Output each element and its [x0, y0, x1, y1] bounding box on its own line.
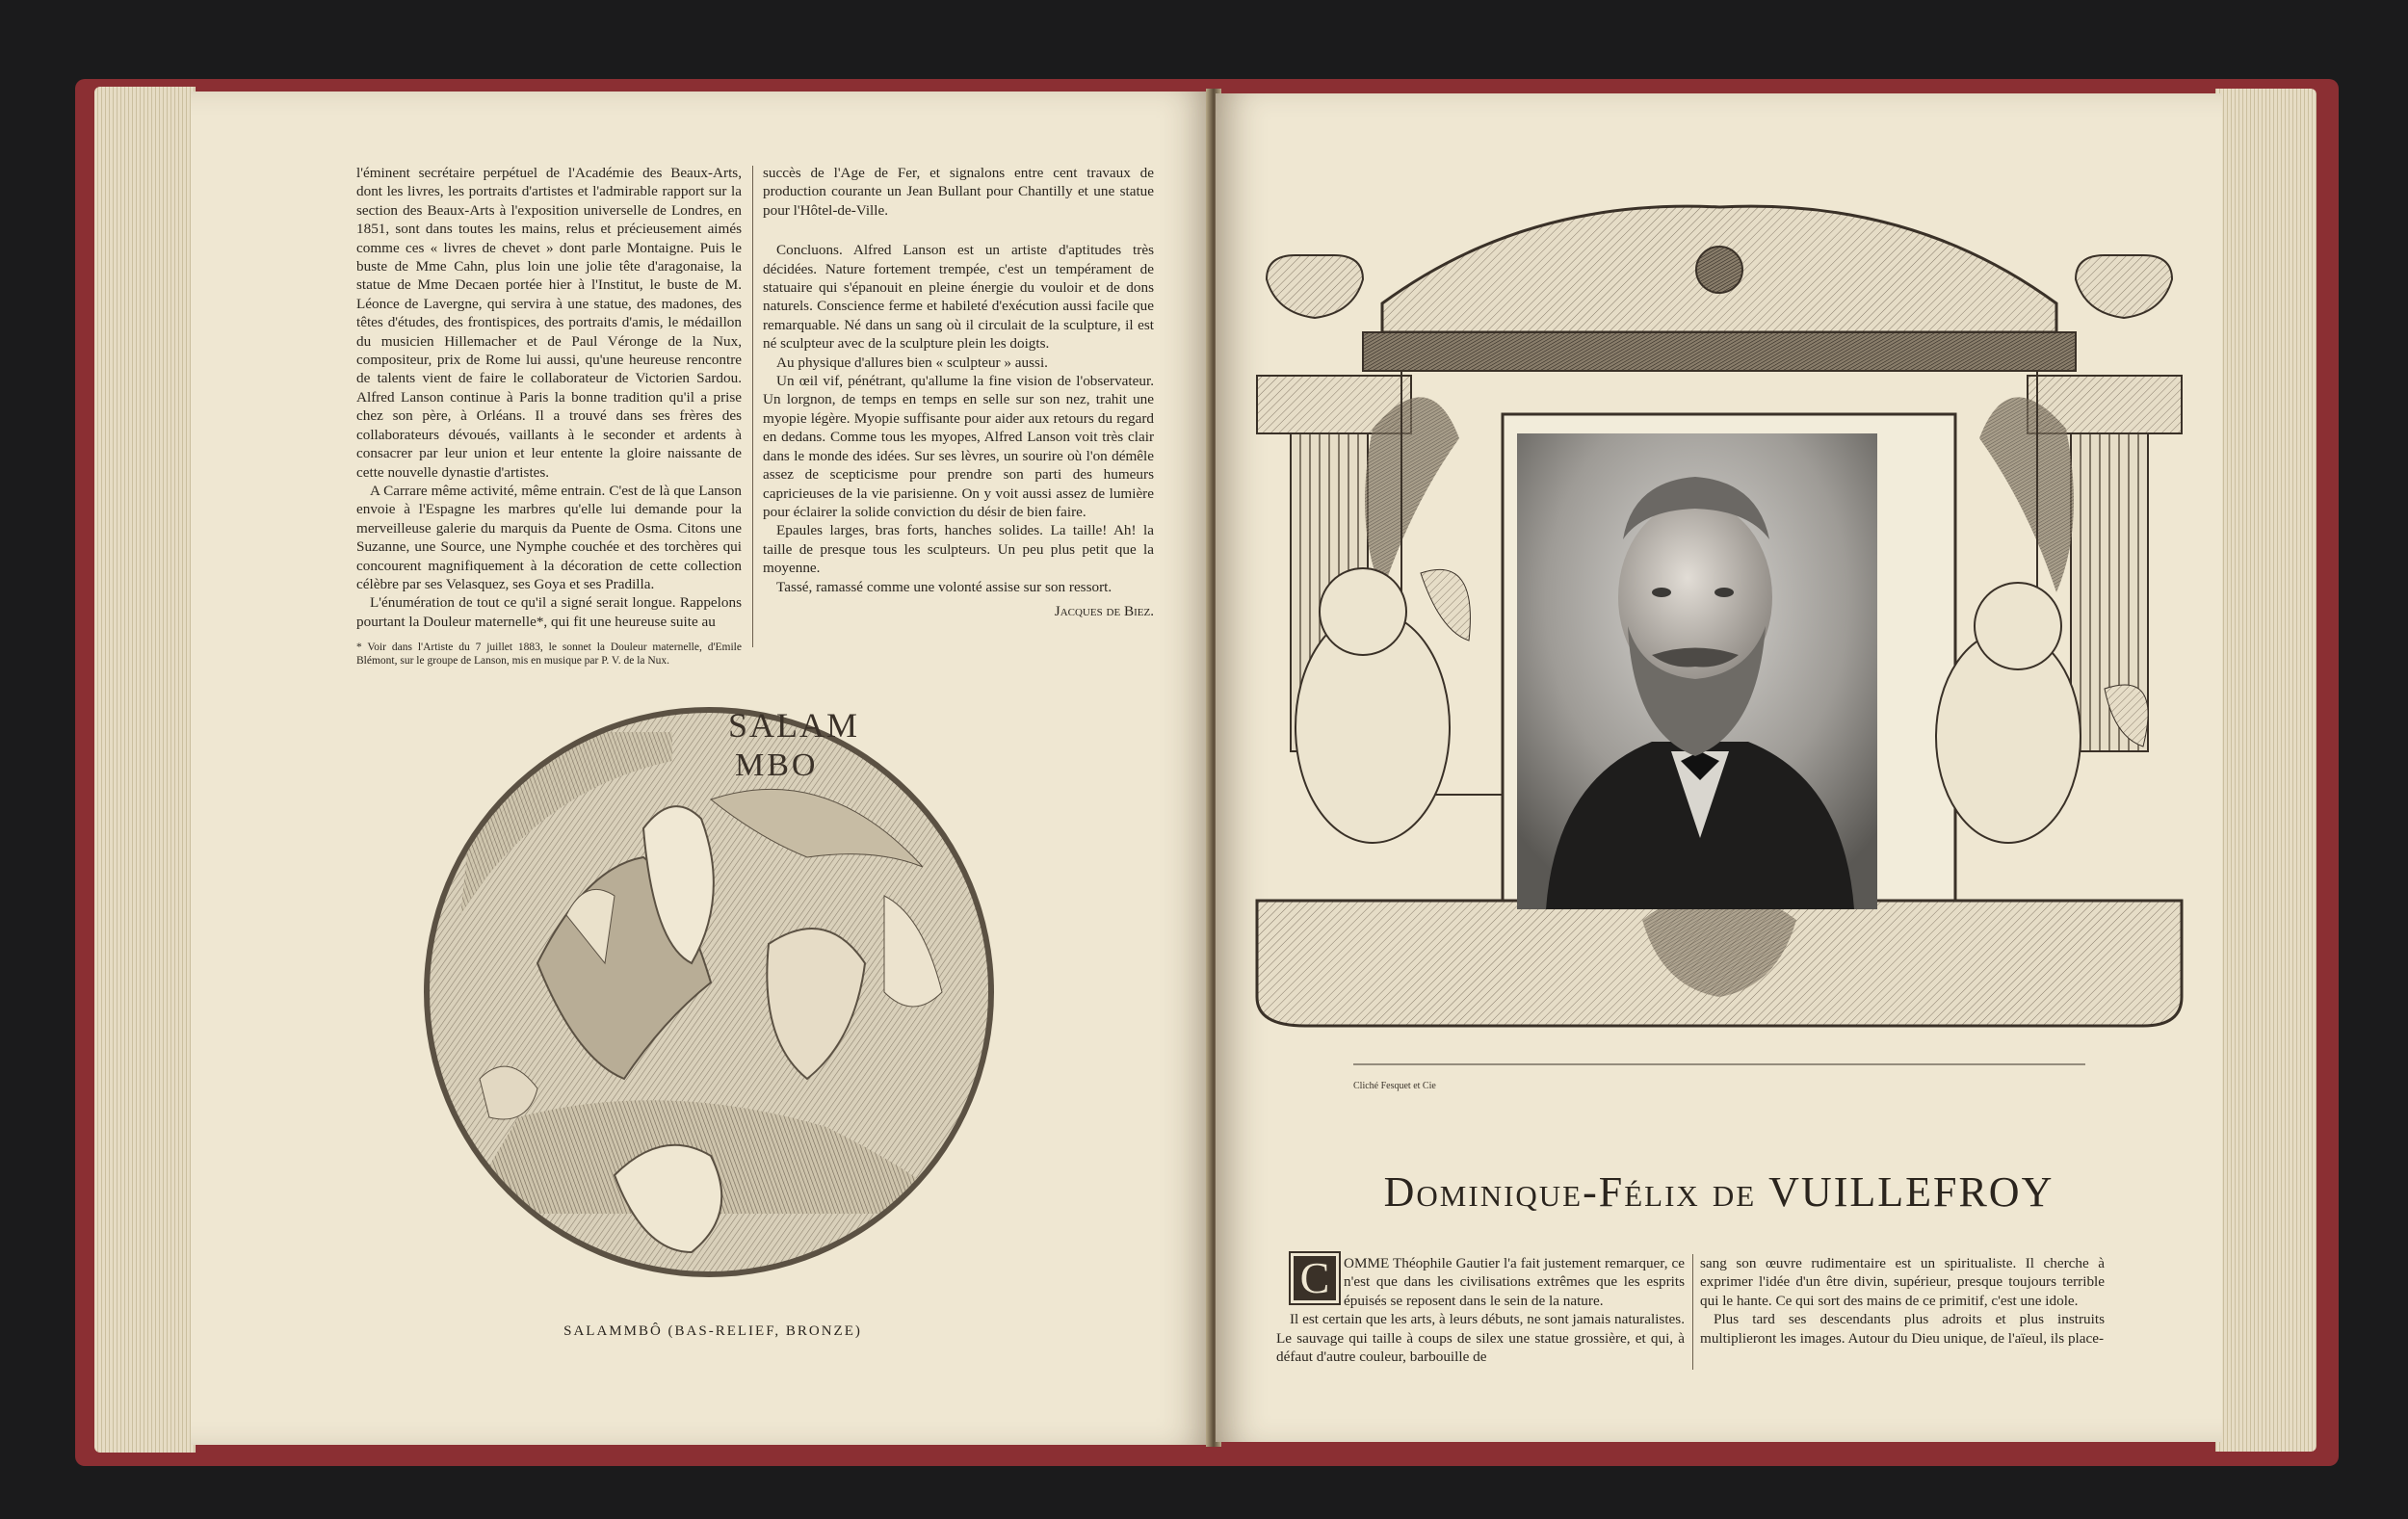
paragraph: Au physique d'allures bien « sculpteur » aussi.: [776, 354, 1048, 371]
drop-cap-initial: C: [1289, 1251, 1341, 1305]
salammbo-medallion-engraving: [422, 674, 996, 1300]
right-page-edges: [2215, 89, 2316, 1452]
title-name: Dominique-Félix de: [1383, 1168, 1769, 1216]
paragraph: Un œil vif, pénétrant, qu'allume la fine vision de l'observateur. Un lorgnon, de temps en temps en selle sur son nez, trahit une myopie légère. Myopie suffisante pour aider aux retours du regard en dedans. Comme tous les myopes, Alfred Lanson voit très clair dans le monde des idées. Sur ses lèvres, un sourire où l'on démêle assez de scepticisme pour prendre son parti des humeurs capricieuses de la vie parisienne. On y voit aussi assez de lumière pour éclairer la solide conviction du désir de bien faire.: [763, 373, 1154, 520]
paragraph: Il est certain que les arts, à leurs débuts, ne sont jamais naturalistes. Le sauvage qui taille à coups de silex une statue grossière, et qui, à défaut d'autre couleur, barbouille de: [1276, 1311, 1685, 1366]
left-column-2: [763, 164, 1154, 620]
medallion-inscription-line-1: SALAM: [728, 706, 860, 745]
portrait-photograph: [1517, 433, 1877, 909]
photo-credit: Cliché Fesquet et Cie: [1353, 1081, 1436, 1091]
author-signature: Jacques de Biez.: [1054, 602, 1154, 619]
right-column-2: [1700, 1254, 2105, 1348]
paragraph: sang son œuvre rudimentaire est un spiritualiste. Il cherche à exprimer l'idée d'un être divin, supérieur, presque toujours terrible qui le hante. Ce qui sort des mains de ce primitif, c'est une idole.: [1700, 1255, 2105, 1309]
left-page-edges: [94, 87, 196, 1453]
paragraph: L'énumération de tout ce qu'il a signé serait longue. Rappelons pourtant la Douleur maternelle*, qui fit une heureuse suite au: [356, 594, 742, 630]
paragraph: A Carrare même activité, même entrain. C'est de là que Lanson envoie à l'Espagne les marbres qu'elle lui demande pour la merveilleuse galerie du marquis da Puente de Osma. Citons une Suzanne, une Source, une Nymphe couchée et des torchères qui concourent magnifiquement à la décoration de cette collection célèbre par ses Velasquez, ses Goya et ses Pradilla.: [356, 482, 742, 592]
paragraph: Concluons. Alfred Lanson est un artiste d'aptitudes très décidées. Nature fortement trempée, c'est un tempérament de statuaire qui s'épanouit en pleine énergie du vouloir et de dons naturels. Conscience ferme et habileté d'exécution aussi facile que remarquable. Né dans un sang où il circulait de la sculpture, il est né sculpteur avec de la sculpture plein les doigts.: [763, 242, 1154, 353]
paragraph: l'éminent secrétaire perpétuel de l'Académie des Beaux-Arts, dont les livres, les portraits d'artistes et l'admirable rapport sur la section des Beaux-Arts à l'exposition universelle de Londres, en 1851, sont dans toutes les mains, relus et précieusement aimés comme ces « livres de chevet » dont parle Montaigne. Puis le buste de Mme Cahn, plus loin une jolie tête d'aragonaise, la statue de Mme Decaen portée hier à l'Institut, le buste de M. Léonce de Lavergne, qui servira à une statue, des madones, des têtes d'études, des frontispices, des portraits d'amis, le médaillon du musicien Hillemacher et de Paul Véronge de la Nux, compositeur, prix de Rome lui aussi, qu'une heureuse rencontre de talents vient de faire le collaborateur de Victorien Sardou. Alfred Lanson continue à Paris la bonne tradition qu'il a prise chez son père, à Orléans. Il a trouvé dans ses frères des collaborateurs dévoués, vaillants à le seconder et ardents à consacrer par leur union et leur entente la gloire naissante de cette nouvelle dynastie d'artistes.: [356, 165, 742, 481]
article-title: [1216, 1167, 2222, 1217]
paragraph: Epaules larges, bras forts, hanches solides. La taille! Ah! la taille de presque tous les sculpteurs. Un peu plus petit que la moyenne.: [763, 522, 1154, 577]
left-column-1: [356, 164, 742, 668]
paragraph: succès de l'Age de Fer, et signalons entre cent travaux de production courante un Jean Bullant pour Chantilly et une statue pour l'Hôtel-de-Ville.: [763, 165, 1154, 219]
column-rule: [752, 166, 753, 647]
column-rule: [1692, 1254, 1693, 1370]
medallion-caption: SALAMMBÔ (BAS-RELIEF, BRONZE): [563, 1323, 862, 1339]
paragraph: OMME Théophile Gautier l'a fait justement remarquer, ce n'est que dans les civilisations extrêmes que les esprits épuisés se reposent dans le sein de la nature.: [1344, 1255, 1685, 1309]
medallion-inscription-line-2: MBO: [735, 747, 819, 783]
paragraph: Plus tard ses descendants plus adroits et plus instruits multiplieront les images. Autour du Dieu unique, de l'aïeul, ils place-: [1700, 1311, 2105, 1347]
title-surname: VUILLEFROY: [1768, 1168, 2055, 1216]
footnote: * Voir dans l'Artiste du 7 juillet 1883, le sonnet la Douleur maternelle, d'Emile Blémont, sur le groupe de Lanson, mis en musique par P. V. de la Nux.: [356, 642, 742, 668]
right-column-1: [1276, 1254, 1685, 1366]
paragraph: Tassé, ramassé comme une volonté assise sur son ressort.: [776, 578, 1112, 595]
